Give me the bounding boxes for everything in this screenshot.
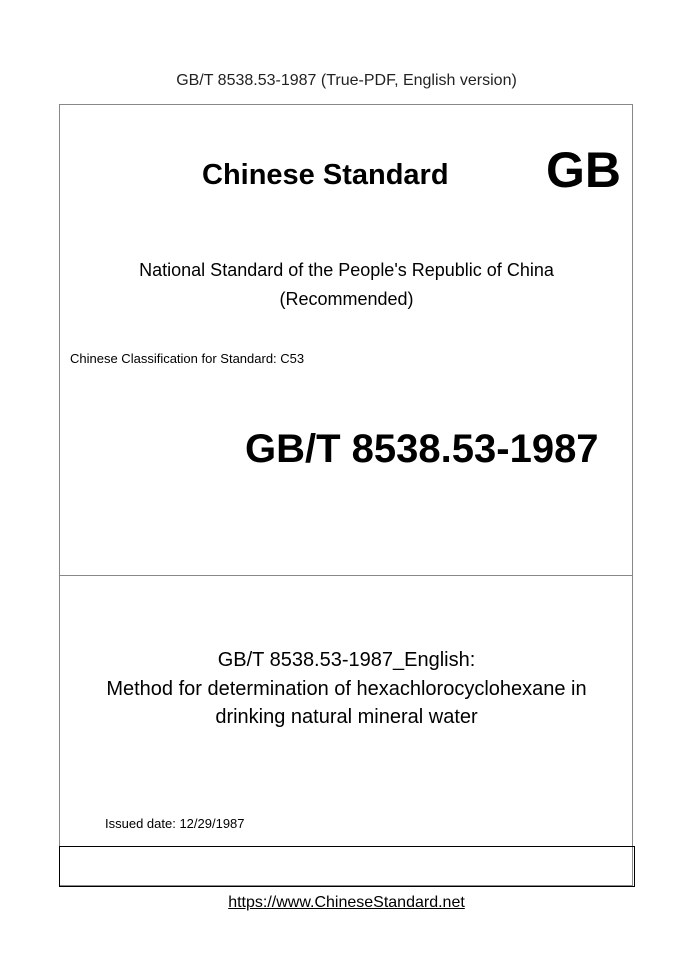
title-line-2: Method for determination of hexachlorocyclohexane in: [106, 678, 587, 700]
footer: [0, 893, 693, 913]
classification-text: Chinese Classification for Standard: C53: [70, 351, 305, 366]
title-line-1: GB/T 8538.53-1987_English:: [217, 649, 476, 671]
chinese-standard-heading: Chinese Standard: [202, 159, 449, 191]
gb-mark: GB: [546, 142, 621, 198]
title-line-3: drinking natural mineral water: [215, 706, 478, 728]
national-standard-line: National Standard of the People's Republic of China: [139, 260, 554, 280]
cover-frame: [59, 104, 633, 886]
bottom-box: [59, 846, 635, 887]
standard-number: GB/T 8538.53-1987: [245, 427, 599, 471]
website-link[interactable]: https://www.ChineseStandard.net: [228, 894, 465, 911]
recommended-line: (Recommended): [279, 289, 414, 309]
section-divider: [59, 575, 633, 576]
issued-date: Issued date: 12/29/1987: [105, 816, 245, 831]
document-header: GB/T 8538.53-1987 (True-PDF, English version): [176, 72, 517, 89]
